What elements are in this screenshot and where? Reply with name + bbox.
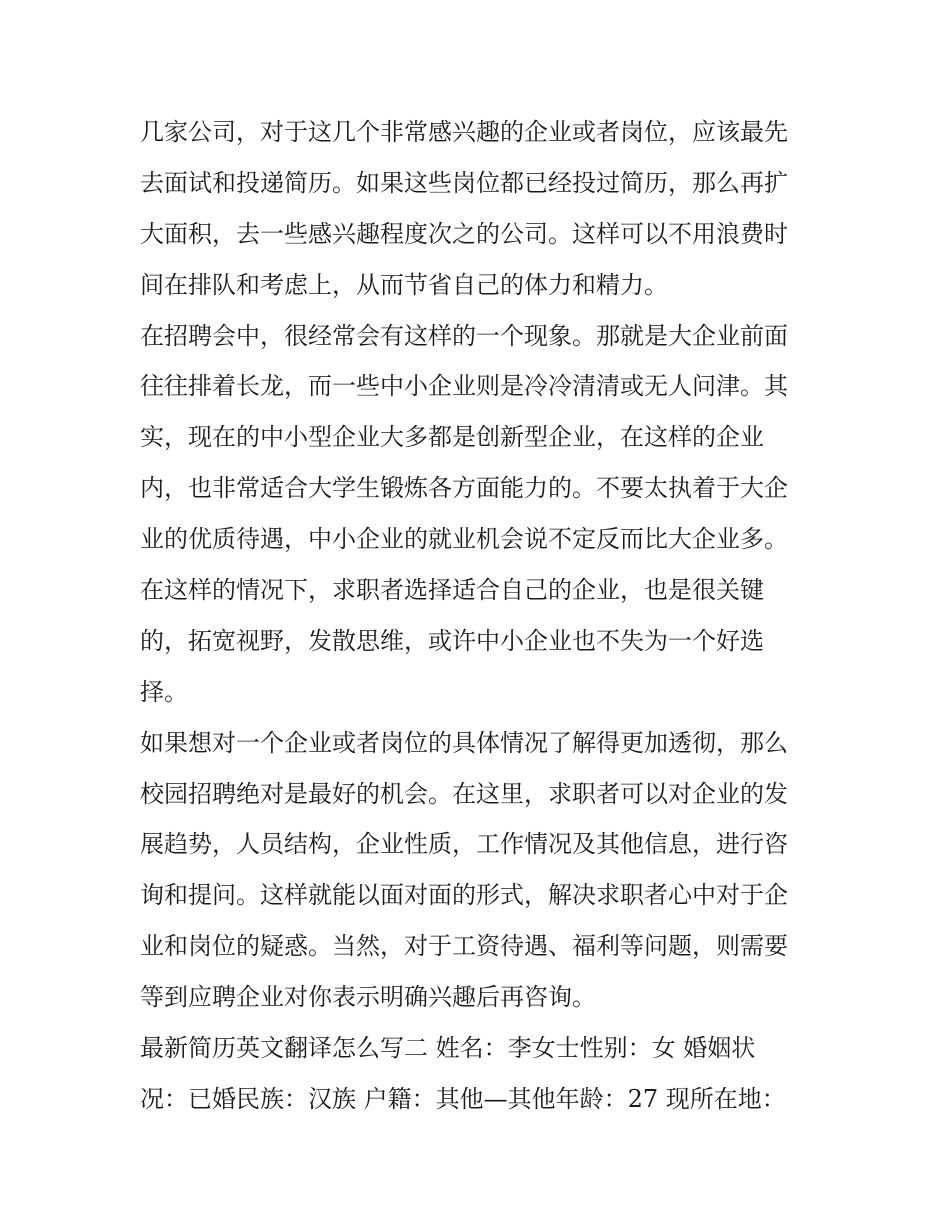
text-line: 的，拓宽视野，发散思维，或许中小企业也不失为一个好选 bbox=[140, 626, 764, 655]
text-line: 如果想对一个企业或者岗位的具体情况了解得更加透彻，那么 bbox=[140, 728, 788, 757]
text-line: 去面试和投递简历。如果这些岗位都已经投过简历，那么再扩 bbox=[140, 168, 788, 197]
text-line: 业的优质待遇，中小企业的就业机会说不定反而比大企业多。 bbox=[140, 525, 788, 554]
text-line: 业和岗位的疑惑。当然，对于工资待遇、福利等问题，则需要 bbox=[140, 932, 788, 961]
text-line: 询和提问。这样就能以面对面的形式，解决求职者心中对于企 bbox=[140, 881, 788, 910]
text-line: 择。 bbox=[140, 677, 188, 706]
text-line: 况：已婚民族：汉族 户籍：其他—其他年龄：27 现所在地： bbox=[140, 1084, 786, 1113]
text-line: 在招聘会中，很经常会有这样的一个现象。那就是大企业前面 bbox=[140, 321, 788, 350]
text-line: 等到应聘企业对你表示明确兴趣后再咨询。 bbox=[140, 983, 596, 1012]
text-line: 内，也非常适合大学生锻炼各方面能力的。不要太执着于大企 bbox=[140, 474, 788, 503]
text-line: 最新简历英文翻译怎么写二 姓名：李女士性别：女 婚姻状 bbox=[140, 1034, 756, 1063]
document-body bbox=[140, 107, 820, 1125]
text-line: 间在排队和考虑上，从而节省自己的体力和精力。 bbox=[140, 270, 668, 299]
text-line: 几家公司，对于这几个非常感兴趣的企业或者岗位，应该最先 bbox=[140, 118, 788, 146]
text-line: 在这样的情况下，求职者选择适合自己的企业，也是很关键 bbox=[140, 576, 764, 605]
text-line: 实，现在的中小型企业大多都是创新型企业，在这样的企业 bbox=[140, 423, 764, 452]
text-line: 大面积，去一些感兴趣程度次之的公司。这样可以不用浪费时 bbox=[140, 219, 788, 248]
text-line: 往往排着长龙，而一些中小企业则是冷冷清清或无人问津。其 bbox=[140, 372, 788, 401]
text-line: 展趋势，人员结构，企业性质，工作情况及其他信息，进行咨 bbox=[140, 830, 788, 859]
text-line: 校园招聘绝对是最好的机会。在这里，求职者可以对企业的发 bbox=[140, 779, 788, 808]
